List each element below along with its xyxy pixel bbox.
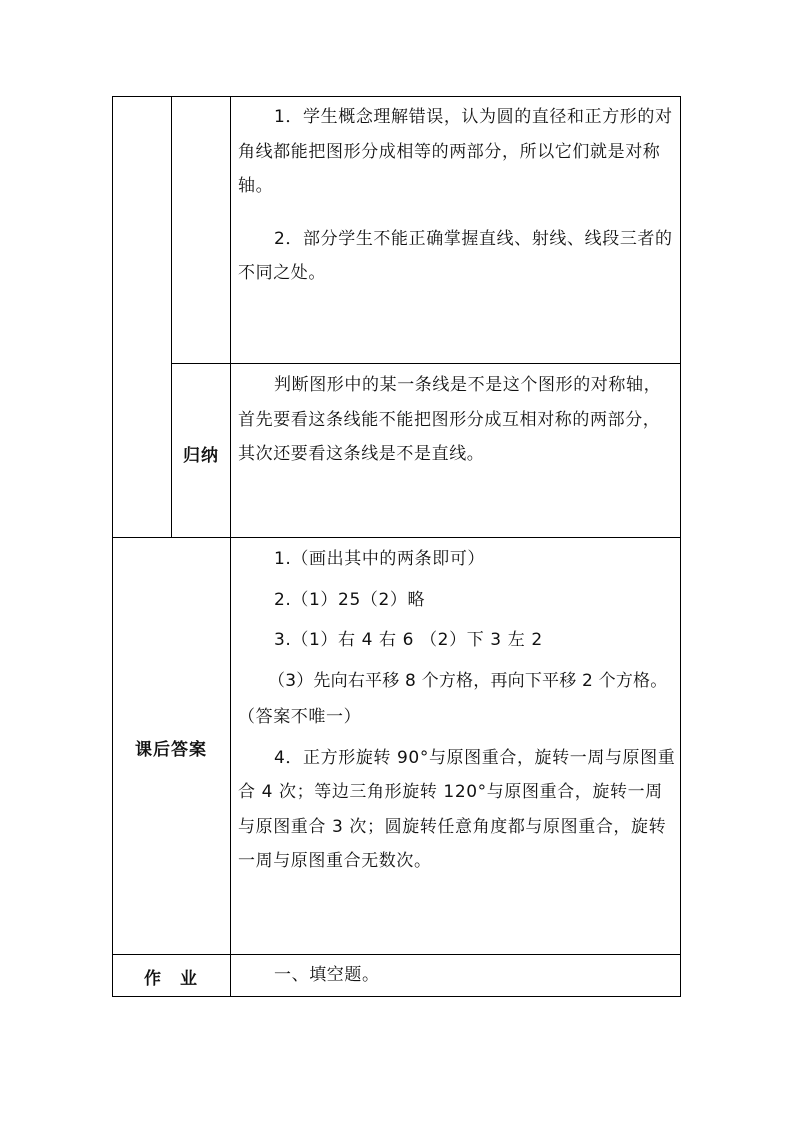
- table-border-bottom: [112, 996, 681, 997]
- table-border-left: [112, 96, 113, 997]
- homework-text: 一、填空题。: [274, 965, 380, 985]
- error-item-1: 1．学生概念理解错误，认为圆的直径和正方形的对角线都能把图形分成相等的两部分，所以它们就是对称轴。: [238, 107, 673, 196]
- column-divider-main: [230, 96, 231, 997]
- errors-cell: [238, 100, 676, 291]
- row-divider-summary: [171, 363, 681, 364]
- error-item-2: 2．部分学生不能正确掌握直线、射线、线段三者的不同之处。: [238, 228, 673, 283]
- answers-label: 课后答案: [135, 740, 207, 760]
- summary-label: 归纳: [183, 446, 219, 466]
- answer-line-5: （答案不唯一）: [238, 707, 362, 727]
- homework-label: 作 业: [144, 969, 198, 989]
- summary-cell: [238, 368, 676, 472]
- column-divider-sub: [171, 96, 172, 537]
- row-divider-answers: [112, 537, 681, 538]
- answer-line-2: 2.（1）25（2）略: [274, 589, 426, 610]
- homework-cell: [238, 958, 676, 993]
- answer-line-4: （3）先向右平移 8 个方格，再向下平移 2 个方格。: [268, 670, 668, 691]
- row-divider-homework: [112, 954, 681, 955]
- summary-text: 判断图形中的某一条线是不是这个图形的对称轴，首先要看这条线能不能把图形分成互相对称的两部分，其次还要看这条线是不是直线。: [238, 375, 662, 464]
- answer-line-6: 4．正方形旋转 90°与原图重合，旋转一周与原图重合 4 次；等边三角形旋转 120°与原图重合，旋转一周与原图重合 3 次；圆旋转任意角度都与原图重合，旋转一周与原图重合无数次。: [238, 747, 676, 871]
- answer-line-1: 1.（画出其中的两条即可）: [274, 549, 486, 569]
- table-border-right: [680, 96, 681, 997]
- table-border-top: [112, 96, 681, 97]
- answers-cell: [238, 542, 678, 879]
- answer-line-3: 3.（1）右 4 右 6 （2）下 3 左 2: [274, 630, 543, 650]
